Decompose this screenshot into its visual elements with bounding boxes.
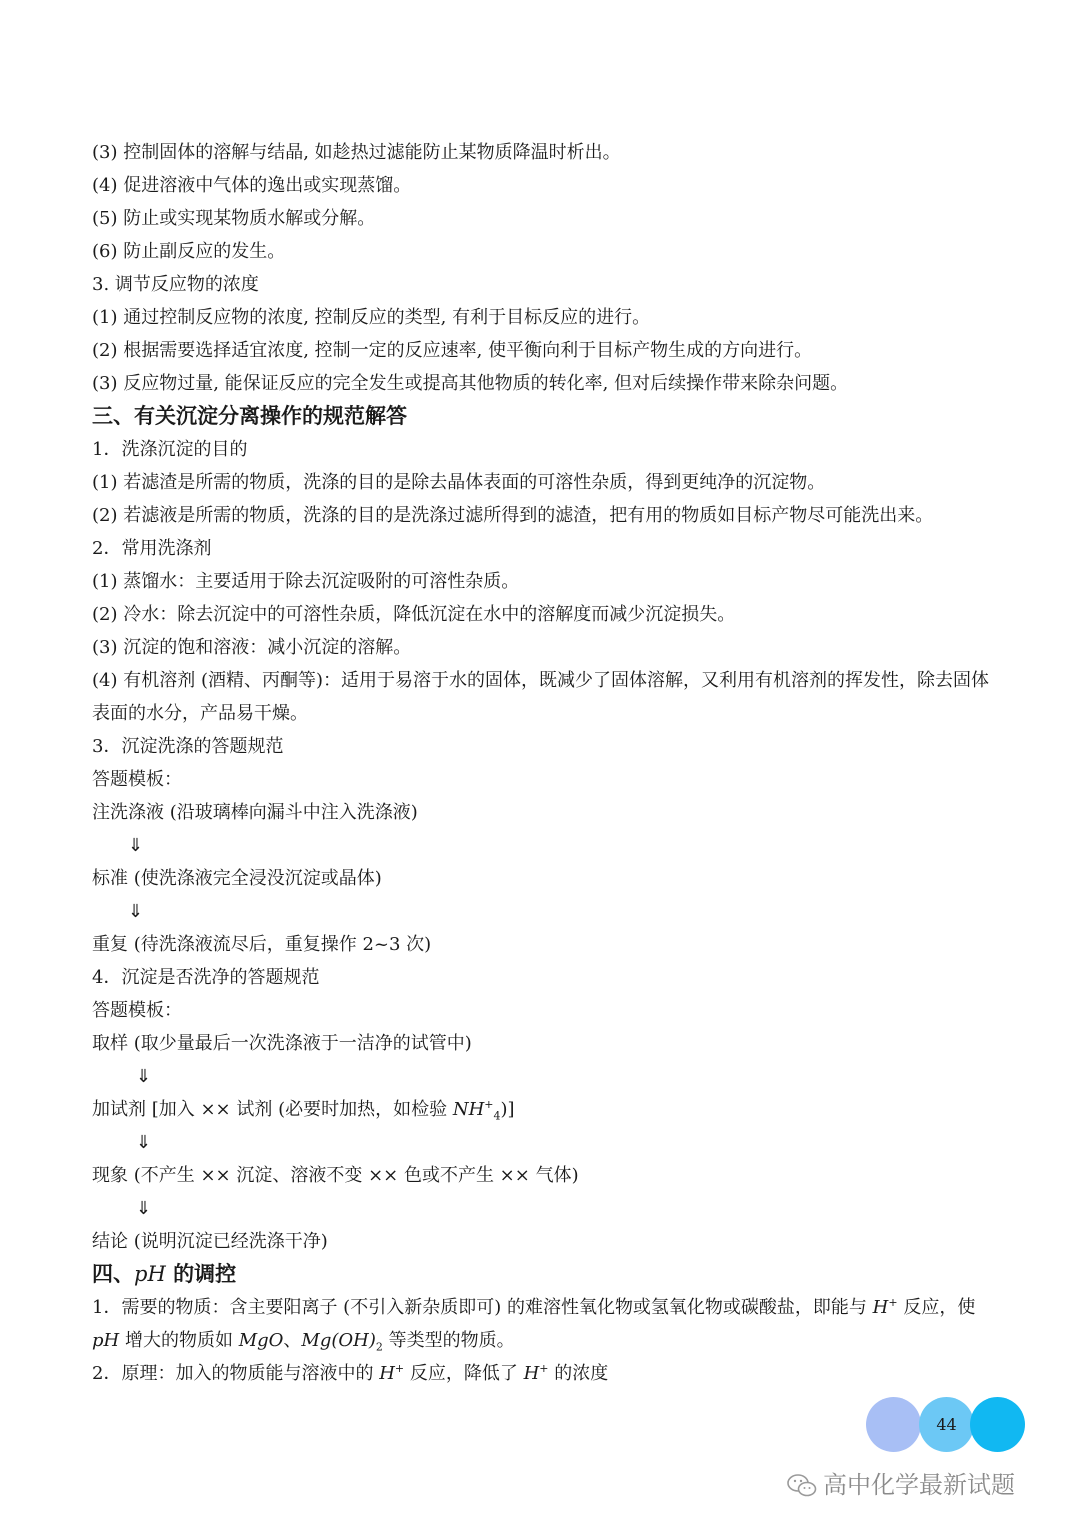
flow-step: 标准 (使洗涤液完全浸没沉淀或晶体)	[92, 868, 382, 889]
down-arrow-icon: ⇓	[136, 1198, 152, 1219]
wechat-icon	[787, 1473, 817, 1499]
ammonium-subscript: 4	[493, 1109, 501, 1123]
ammonium-formula: NH	[452, 1099, 485, 1120]
paragraph-line: (3) 反应物过量, 能保证反应的完全发生或提高其他物质的转化率, 但对后续操作带来除杂问题。	[92, 373, 849, 394]
paragraph-line: (1) 蒸馏水：主要适用于除去沉淀吸附的可溶性杂质。	[92, 571, 520, 592]
paragraph-line: (6) 防止副反应的发生。	[92, 241, 286, 262]
flow-step: 现象 (不产生 ×× 沉淀、溶液不变 ×× 色或不产生 ×× 气体)	[92, 1165, 579, 1186]
template-label: 答题模板：	[92, 769, 182, 790]
paragraph-line: (4) 促进溶液中气体的逸出或实现蒸馏。	[92, 175, 412, 196]
paragraph-line: (3) 沉淀的饱和溶液：减小沉淀的溶解。	[92, 637, 412, 658]
decor-circle-left	[866, 1397, 921, 1452]
reagent-prefix: 加试剂 [加入 ×× 试剂 (必要时加热，如检验	[92, 1099, 453, 1120]
section-heading-3: 三、有关沉淀分离操作的规范解答	[92, 404, 407, 428]
subsection-title: 3. 调节反应物的浓度	[92, 274, 259, 295]
paragraph-line: (3) 控制固体的溶解与结晶, 如趁热过滤能防止某物质降温时析出。	[92, 142, 621, 163]
flow-step: 取样 (取少量最后一次洗涤液于一洁净的试管中)	[92, 1033, 472, 1054]
paragraph-line: (1) 通过控制反应物的浓度, 控制反应的类型, 有利于目标反应的进行。	[92, 307, 651, 328]
paragraph-line: (2) 根据需要选择适宜浓度, 控制一定的反应速率, 使平衡向利于目标产物生成的方向进行。	[92, 340, 813, 361]
paragraph-line: (4) 有机溶剂 (酒精、丙酮等)：适用于易溶于水的固体，既减少了固体溶解，又利用有机溶剂的挥发性，除去固体表面的水分，产品易干燥。	[92, 670, 989, 724]
section-heading-4: 四、pH 的调控	[92, 1262, 237, 1286]
paragraph-line: (5) 防止或实现某物质水解或分解。	[92, 208, 376, 229]
template-label: 答题模板：	[92, 1000, 182, 1021]
page-number: 44	[936, 1415, 957, 1434]
down-arrow-icon: ⇓	[136, 1132, 152, 1153]
subsection-title: 4．沉淀是否洗净的答题规范	[92, 967, 320, 988]
flow-step: 注洗涤液 (沿玻璃棒向漏斗中注入洗涤液)	[92, 802, 418, 823]
page-content	[92, 136, 997, 1390]
flow-step	[92, 1093, 997, 1126]
decor-circle-right	[970, 1397, 1025, 1452]
ammonium-charge: +	[484, 1098, 494, 1111]
paragraph-line: (1) 若滤渣是所需的物质，洗涤的目的是除去晶体表面的可溶性杂质，得到更纯净的沉淀物。	[92, 472, 826, 493]
paragraph-line: 1．需要的物质：含主要阳离子 (不引入新杂质即可) 的难溶性氧化物或氢氧化物或碳酸盐，即能与 H+ 反应，使 pH 增大的物质如 MgO、$Mg(OH)_2$ 等类型的物质。	[92, 1296, 976, 1354]
down-arrow-icon: ⇓	[136, 1066, 152, 1087]
subsection-title: 2．常用洗涤剂	[92, 538, 212, 559]
subsection-title: 1．洗涤沉淀的目的	[92, 439, 248, 460]
paragraph-line: 2．原理：加入的物质能与溶液中的 H+ 反应，降低了 H+ 的浓度	[92, 1362, 609, 1384]
subsection-title: 3．沉淀洗涤的答题规范	[92, 736, 284, 757]
watermark-text: 高中化学最新试题	[823, 1471, 1015, 1499]
watermark	[787, 1465, 1015, 1505]
down-arrow-icon: ⇓	[128, 835, 144, 856]
paragraph-line: (2) 若滤液是所需的物质，洗涤的目的是洗涤过滤所得到的滤渣，把有用的物质如目标产物尽可能洗出来。	[92, 505, 934, 526]
paragraph-line: (2) 冷水：除去沉淀中的可溶性杂质，降低沉淀在水中的溶解度而减少沉淀损失。	[92, 604, 736, 625]
flow-step: 结论 (说明沉淀已经洗涤干净)	[92, 1231, 328, 1252]
flow-step: 重复 (待洗涤液流尽后，重复操作 2~3 次)	[92, 934, 432, 955]
reagent-suffix: )]	[500, 1099, 515, 1120]
down-arrow-icon: ⇓	[128, 901, 144, 922]
